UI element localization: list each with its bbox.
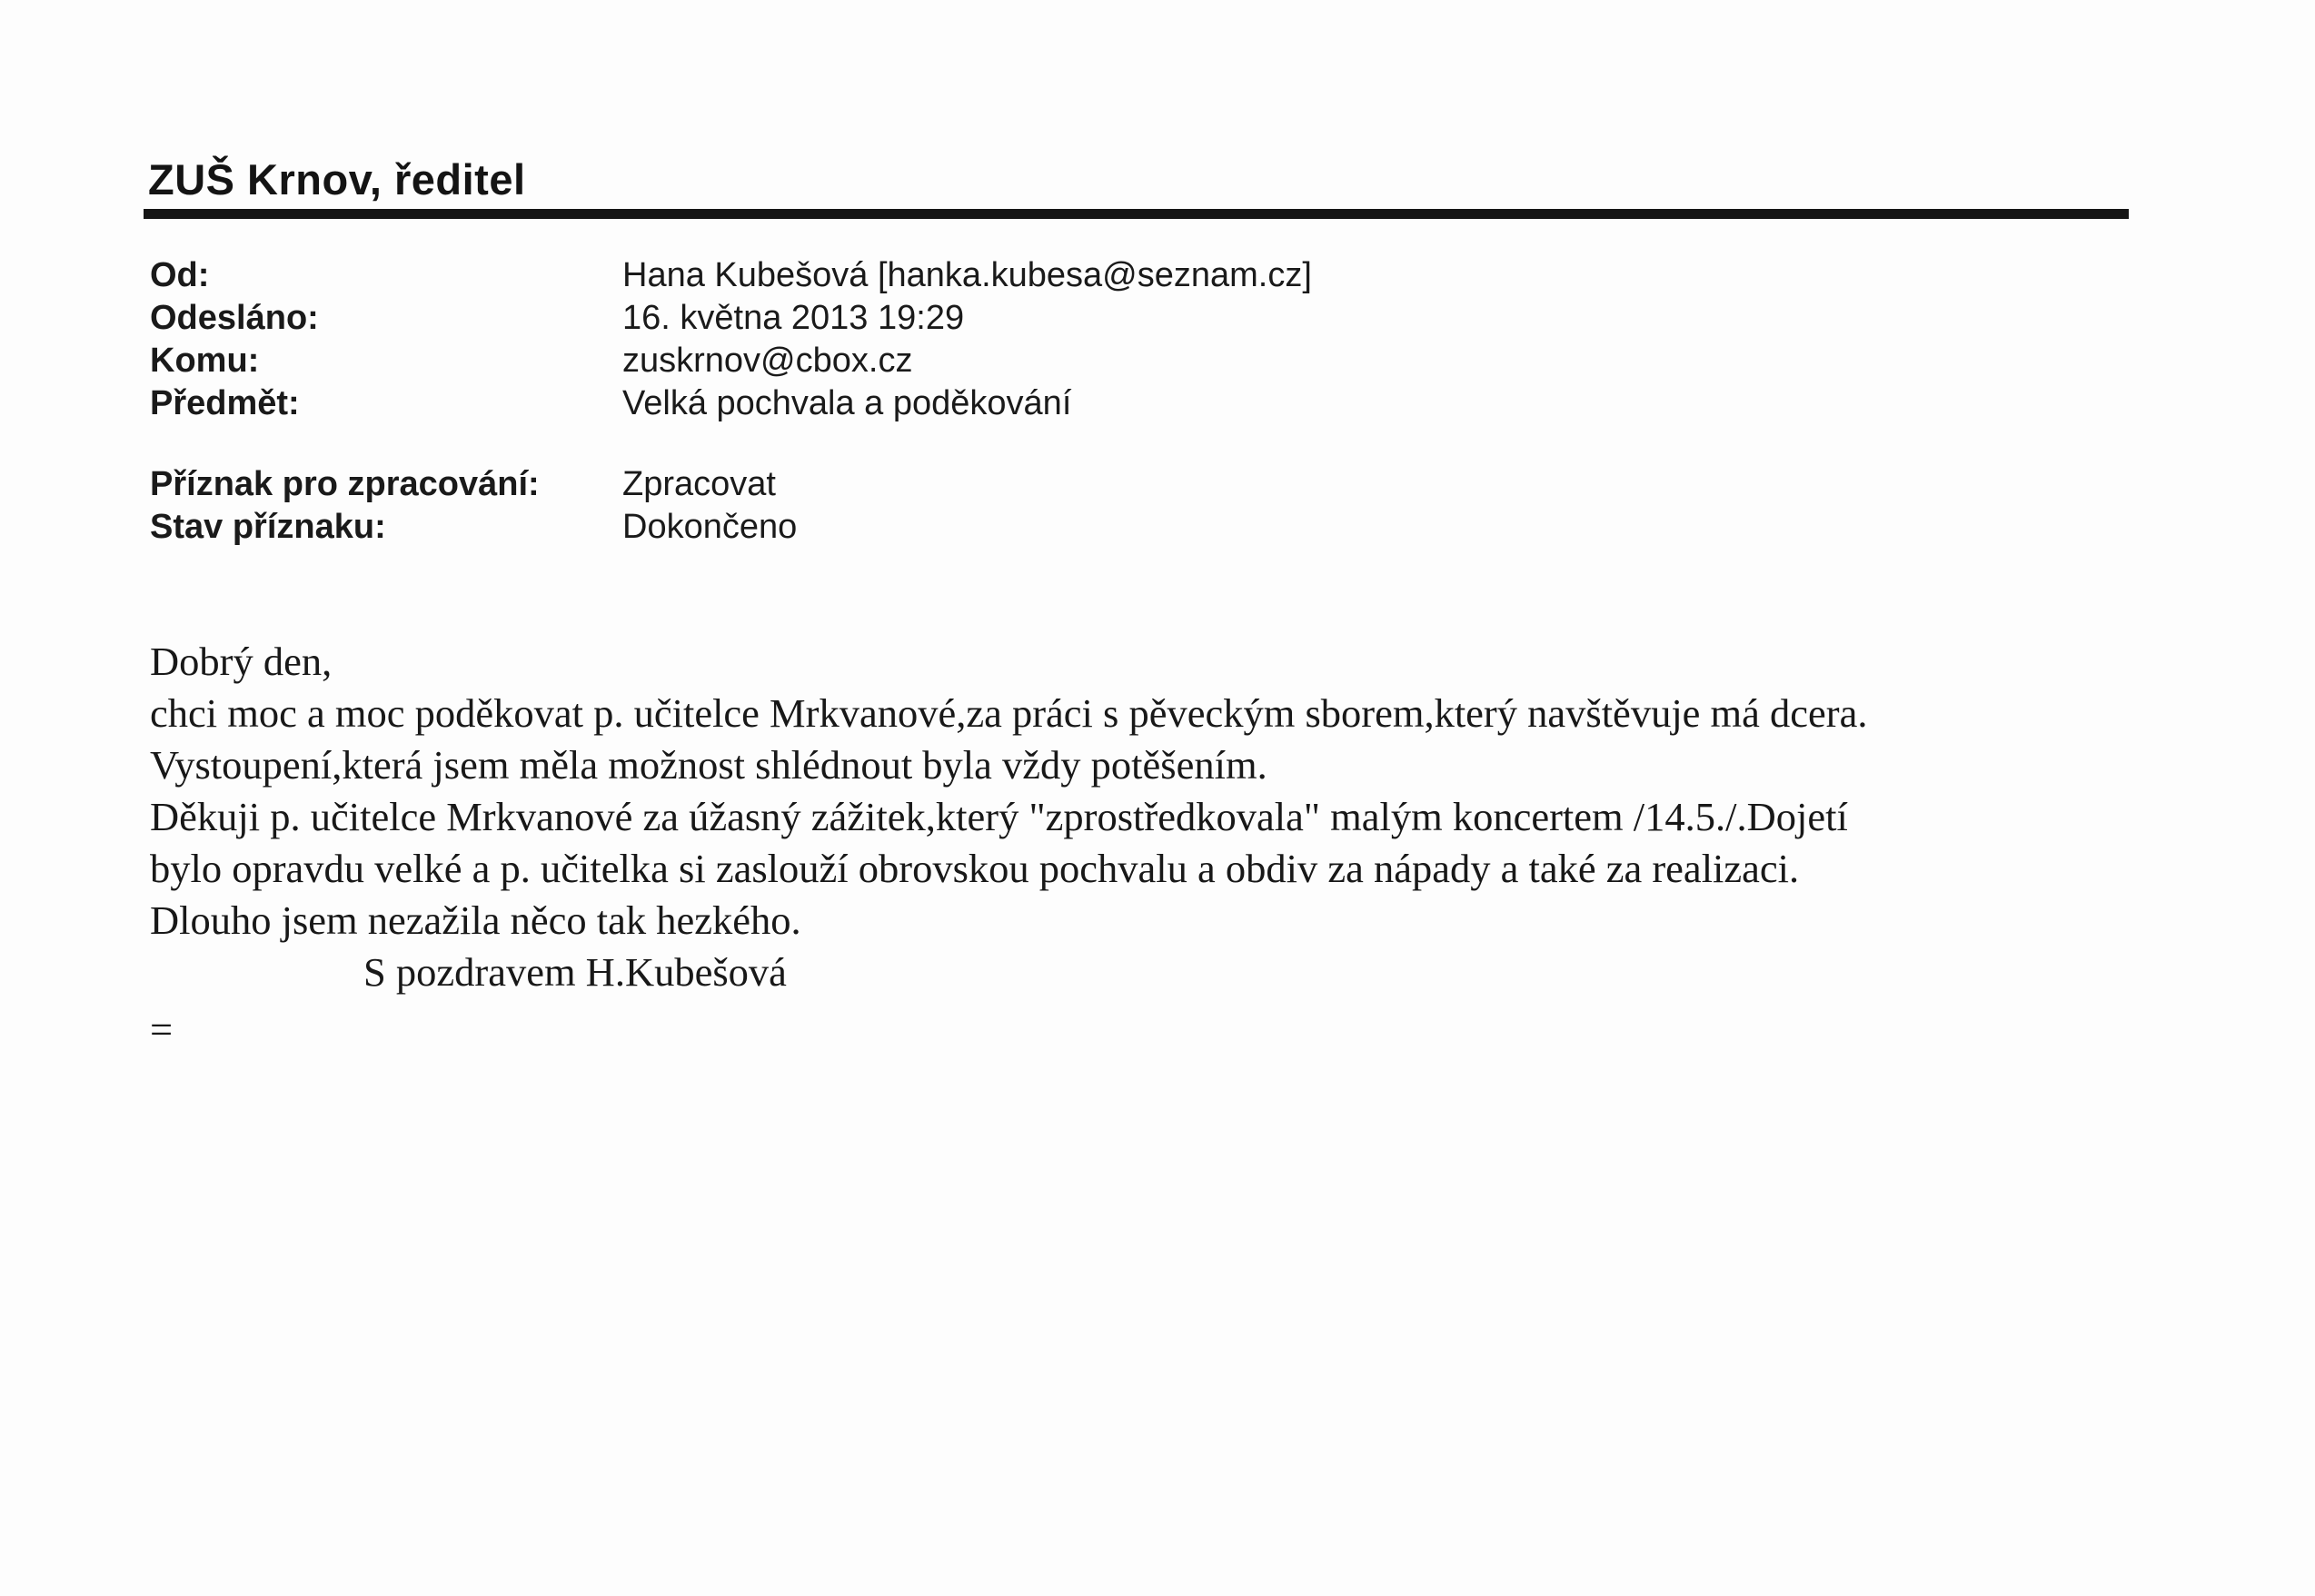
field-value: Velká pochvala a poděkování bbox=[622, 384, 1072, 422]
body-line: chci moc a moc poděkovat p. učitelce Mrkvanové,za práci s pěveckým sborem,který navštěvuje má dcera. bbox=[150, 690, 1868, 736]
field-value: Hana Kubešová [hanka.kubesa@seznam.cz] bbox=[622, 256, 1312, 294]
trailer-mark: = bbox=[150, 1006, 174, 1052]
field-label: Stav příznaku: bbox=[150, 508, 386, 546]
body-line: bylo opravdu velké a p. učitelka si zaslouží obrovskou pochvalu a obdiv za nápady a také za realizaci. bbox=[150, 846, 1800, 891]
field-value: Dokončeno bbox=[622, 508, 798, 546]
body-line: Vystoupení,která jsem měla možnost shlédnout byla vždy potěšením. bbox=[150, 742, 1267, 788]
field-to bbox=[150, 340, 1312, 382]
field-value: Zpracovat bbox=[622, 465, 776, 503]
field-value: 16. května 2013 19:29 bbox=[622, 299, 965, 337]
document-title: ZUŠ Krnov, ředitel bbox=[148, 155, 526, 203]
email-flag-fields bbox=[150, 463, 797, 549]
field-label: Od: bbox=[150, 256, 210, 294]
field-from bbox=[150, 254, 1312, 297]
field-label: Komu: bbox=[150, 342, 260, 380]
field-subject bbox=[150, 382, 1312, 425]
field-sent bbox=[150, 297, 1312, 340]
field-label: Odesláno: bbox=[150, 299, 319, 337]
body-line: Dobrý den, bbox=[150, 639, 333, 684]
field-label: Příznak pro zpracování: bbox=[150, 465, 540, 503]
field-label: Předmět: bbox=[150, 384, 300, 422]
field-flag bbox=[150, 463, 797, 506]
body-line: Děkuji p. učitelce Mrkvanové za úžasný zážitek,který "zprostředkovala" malým koncertem /14.5./.Dojetí bbox=[150, 794, 1848, 839]
email-body bbox=[150, 636, 2194, 1056]
signature: S pozdravem H.Kubešová bbox=[363, 949, 787, 995]
title-divider bbox=[144, 209, 2129, 219]
body-line: Dlouho jsem nezažila něco tak hezkého. bbox=[150, 897, 801, 943]
email-header-fields bbox=[150, 254, 1312, 425]
field-flag-status bbox=[150, 506, 797, 549]
field-value: zuskrnov@cbox.cz bbox=[622, 342, 913, 380]
